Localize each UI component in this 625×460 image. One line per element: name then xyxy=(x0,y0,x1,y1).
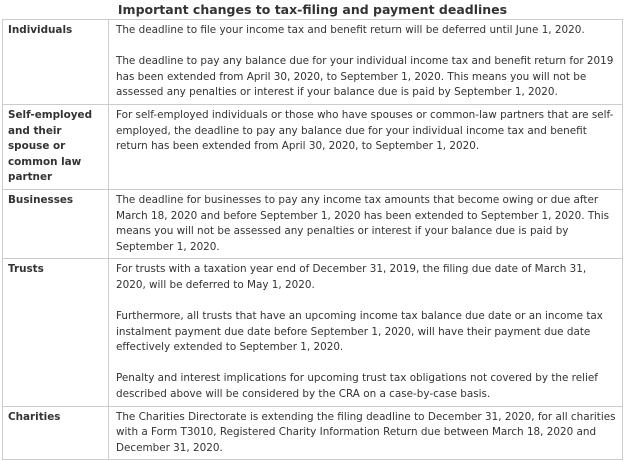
paragraph: For trusts with a taxation year end of December 31, 2019, the filing due date of March 31, 2020, will be deferred to May 1, 2020. xyxy=(116,263,587,291)
table-title: Important changes to tax-filing and payment deadlines xyxy=(117,2,508,17)
paragraph: Penalty and interest implications for upcoming trust tax obligations not covered by the relief described above will be considered by the CRA on a case-by-case basis. xyxy=(116,372,598,401)
paragraph: For self-employed individuals or those who have spouses or common-law partners that are self-employed, the deadline to pay any balance due for your individual income tax and benefit return has been extended from April 30, 2020, to September 1, 2020. xyxy=(116,108,614,153)
table-row-businesses xyxy=(3,189,623,258)
table-row-individuals xyxy=(3,20,623,105)
paragraph: The deadline to file your income tax and benefit return will be deferred until June 1, 2020. xyxy=(116,24,585,36)
table-row-self-employed xyxy=(3,104,623,189)
deadlines-table xyxy=(2,19,623,460)
row-header-charities: Charities xyxy=(3,406,109,460)
row-header-businesses: Businesses xyxy=(3,189,109,258)
paragraph: Furthermore, all trusts that have an upcoming income tax balance due date or an income tax instalment payment due date before September 1, 2020, will have their payment due date effectively extended to September 1, 2020. xyxy=(116,310,603,354)
table-row-charities xyxy=(3,406,623,460)
row-content-trusts xyxy=(109,259,623,406)
paragraph: The Charities Directorate is extending the filing deadline to December 31, 2020, for all charities with a Form T3010, Registered Charity Information Return due between March 18, 2020 and December 31, 2020. xyxy=(116,410,616,454)
table-row-trusts xyxy=(3,259,623,406)
paragraph: The deadline for businesses to pay any income tax amounts that become owing or due after March 18, 2020 and before September 1, 2020 has been extended to September 1, 2020. This means you will not be assessed any penalties or interest if your balance due is paid by September 1, 2020. xyxy=(116,193,610,253)
row-header-trusts: Trusts xyxy=(3,259,109,406)
row-content-businesses xyxy=(109,189,623,258)
row-header-self-employed: Self-employed and their spouse or common law partner xyxy=(3,104,109,189)
row-content-individuals xyxy=(109,20,623,105)
row-content-charities xyxy=(109,406,623,460)
paragraph: The deadline to pay any balance due for your individual income tax and benefit return for 2019 has been extended from April 30, 2020, to September 1, 2020. This means you will not be assessed any penalties or interest if your balance due is paid by September 1, 2020. xyxy=(116,55,614,99)
row-header-individuals: Individuals xyxy=(3,20,109,105)
row-content-self-employed xyxy=(109,104,623,189)
